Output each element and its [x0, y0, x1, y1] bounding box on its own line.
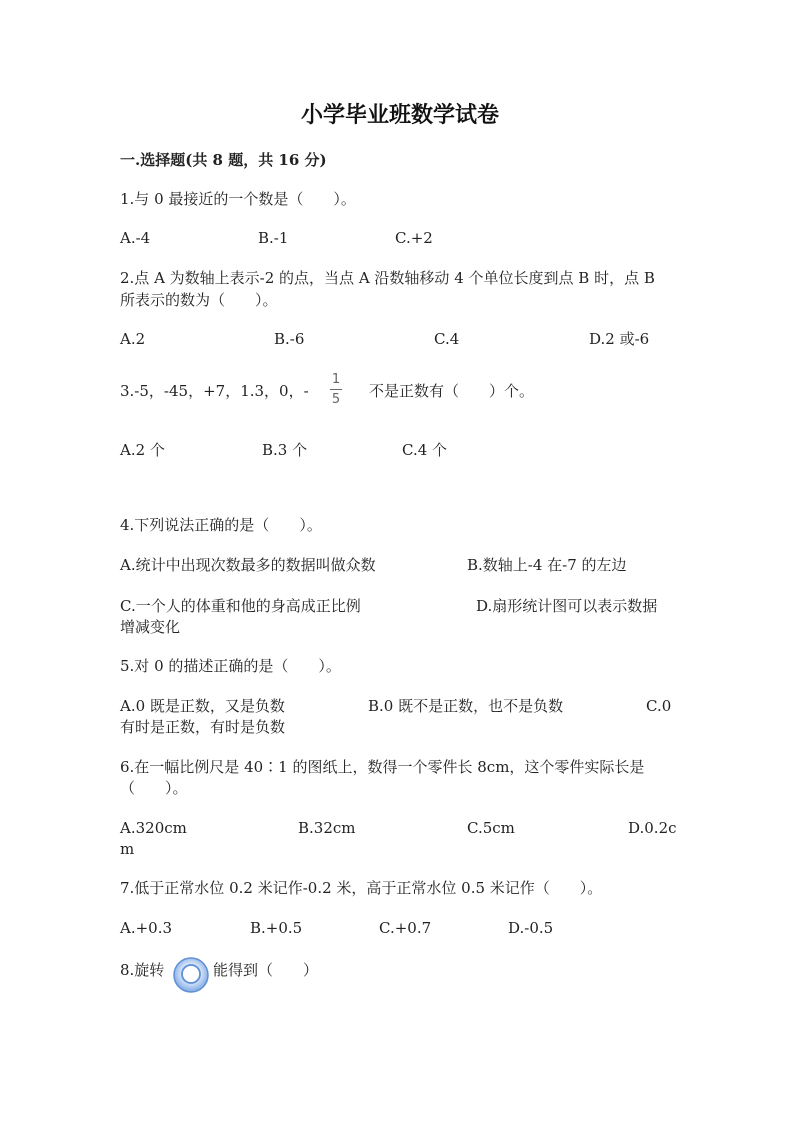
- question-6-stem-line-1: 6.在一幅比例尺是 40∶1 的图纸上，数得一个零件长 8cm，这个零件实际长是: [120, 758, 645, 776]
- question-2-stem-line-1: 2.点 A 为数轴上表示-2 的点，当点 A 沿数轴移动 4 个单位长度到点 B 时，点 B: [120, 269, 655, 287]
- question-7-option-c[interactable]: C.+0.7: [379, 919, 432, 937]
- question-2-stem-line-2: 所表示的数为（ ）。: [120, 291, 278, 309]
- section-heading: 一.选择题(共 8 题，共 16 分): [120, 151, 327, 169]
- question-5-stem: 5.对 0 的描述正确的是（ ）。: [120, 657, 341, 675]
- question-3-option-c[interactable]: C.4 个: [402, 441, 448, 459]
- question-1-stem: 1.与 0 最接近的一个数是（ ）。: [120, 190, 356, 208]
- question-7-option-a[interactable]: A.+0.3: [120, 919, 173, 937]
- question-2-option-c[interactable]: C.4: [434, 330, 460, 348]
- question-1-option-b[interactable]: B.-1: [258, 229, 289, 247]
- question-4-option-b[interactable]: B.数轴上-4 在-7 的左边: [467, 556, 627, 574]
- fraction-denominator: 5: [331, 392, 341, 407]
- question-4-option-d-line-2: 增减变化: [120, 618, 181, 636]
- fraction-one-fifth: [326, 372, 346, 407]
- question-3-option-b[interactable]: B.3 个: [262, 441, 308, 459]
- question-3-stem-end: 不是正数有（ ）个。: [369, 382, 535, 400]
- page-title: 小学毕业班数学试卷: [300, 102, 499, 128]
- question-2-option-b[interactable]: B.-6: [274, 330, 305, 348]
- question-3-stem-start: 3.-5，-45，+7，1.3，0，-: [120, 382, 309, 400]
- fraction-numerator: 1: [331, 372, 341, 387]
- question-8-stem-start: 8.旋转: [120, 961, 165, 979]
- question-6-option-c[interactable]: C.5cm: [467, 819, 515, 837]
- question-4-option-a[interactable]: A.统计中出现次数最多的数据叫做众数: [120, 556, 376, 574]
- question-5-option-c-line-1[interactable]: C.0: [646, 697, 672, 715]
- question-4-stem: 4.下列说法正确的是（ ）。: [120, 516, 322, 534]
- question-7-option-d[interactable]: D.-0.5: [508, 919, 554, 937]
- question-2-option-a[interactable]: A.2: [120, 330, 146, 348]
- fraction-bar: [330, 389, 342, 390]
- question-3-option-a[interactable]: A.2 个: [120, 441, 165, 459]
- question-4-option-c[interactable]: C.一个人的体重和他的身高成正比例: [120, 597, 361, 615]
- question-6-stem-line-2: （ ）。: [120, 779, 188, 797]
- question-6-option-d-line-2: m: [120, 840, 135, 858]
- ring-shape-icon: [172, 956, 210, 994]
- question-1-option-a[interactable]: A.-4: [120, 229, 151, 247]
- question-5-option-c-line-2: 有时是正数，有时是负数: [120, 718, 286, 736]
- question-8-stem-end: 能得到（ ）: [213, 961, 319, 979]
- question-5-option-b[interactable]: B.0 既不是正数，也不是负数: [368, 697, 564, 715]
- question-7-stem: 7.低于正常水位 0.2 米记作-0.2 米，高于正常水位 0.5 米记作（ ）。: [120, 879, 603, 897]
- question-6-option-d-line-1[interactable]: D.0.2c: [628, 819, 677, 837]
- question-6-option-a[interactable]: A.320cm: [120, 819, 187, 837]
- question-2-option-d[interactable]: D.2 或-6: [589, 330, 650, 348]
- question-5-option-a[interactable]: A.0 既是正数，又是负数: [120, 697, 285, 715]
- question-7-option-b[interactable]: B.+0.5: [250, 919, 303, 937]
- question-1-option-c[interactable]: C.+2: [395, 229, 433, 247]
- question-4-option-d-line-1[interactable]: D.扇形统计图可以表示数据: [476, 597, 658, 615]
- question-6-option-b[interactable]: B.32cm: [298, 819, 356, 837]
